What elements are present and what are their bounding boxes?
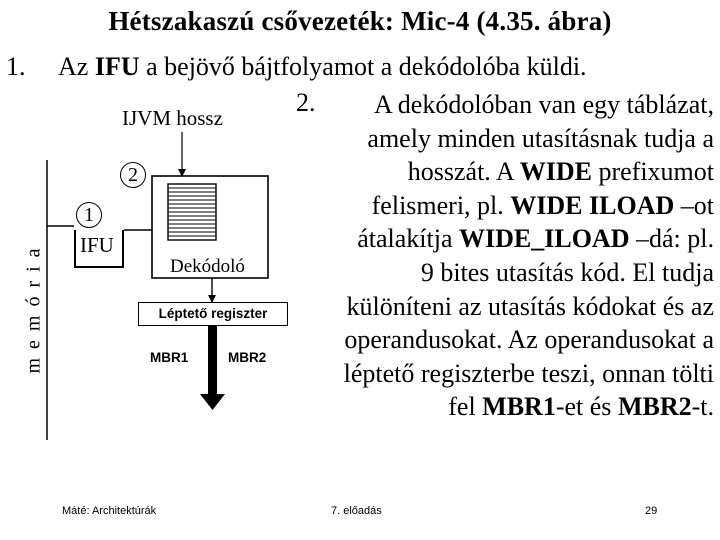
- item-2-wide-iload-combined: WIDE_ILOAD: [459, 224, 630, 254]
- footer-center: 7. előadás: [331, 505, 382, 517]
- shift-register-box: Léptető regiszter: [138, 302, 288, 326]
- item-1-ifu: IFU: [94, 52, 140, 81]
- decoder-label: Dekódoló: [170, 256, 245, 277]
- ifu-box: IFU: [74, 230, 124, 268]
- mbr2-label: MBR2: [228, 350, 267, 365]
- item-2-seg: -t.: [691, 392, 714, 422]
- footer-left: Máté: Architektúrák: [62, 505, 157, 517]
- item-2-mbr1: MBR1: [482, 392, 556, 422]
- item-2-wide-iload: WIDE ILOAD: [510, 190, 675, 220]
- item-2-wide: WIDE: [519, 157, 592, 187]
- mbr1-label: MBR1: [150, 350, 189, 365]
- item-2-seg: -et és: [555, 392, 618, 422]
- page-title: Hétszakaszú csővezeték: Mic-4 (4.35. ábra): [108, 6, 612, 36]
- mbr-output-bus: [208, 326, 217, 394]
- item-1-number: 1.: [6, 52, 26, 81]
- ijvm-length-label: IJVM hossz: [122, 106, 223, 130]
- item-2-seg: prefixumot felismeri, pl.: [371, 157, 714, 220]
- item-2-number: 2.: [296, 88, 316, 117]
- step-2-marker: 2: [120, 162, 146, 188]
- item-1-text-b: a bejövő bájtfolyamot a dekódolóba küldi.: [139, 52, 587, 81]
- item-2-seg: –dá: pl. 9 bites utasítás kód. El tudja különíteni az utasítás kódokat és az operandusokat. Az operandusokat a léptető regiszterbe teszi, onnan tölti fel: [343, 224, 714, 422]
- memory-label: memória: [22, 239, 45, 374]
- step-1-marker: 1: [76, 202, 102, 228]
- item-2-seg: –ot átalakítja: [357, 190, 714, 254]
- item-1-text-a: Az: [58, 52, 95, 81]
- mbr-output-arrowhead: [200, 394, 225, 410]
- item-2-seg: A dekódolóban van egy táblázat, amely minden utasításnak tudja a hosszát. A: [367, 90, 714, 187]
- item-2-mbr2: MBR2: [617, 392, 692, 422]
- page-number: 29: [645, 505, 658, 517]
